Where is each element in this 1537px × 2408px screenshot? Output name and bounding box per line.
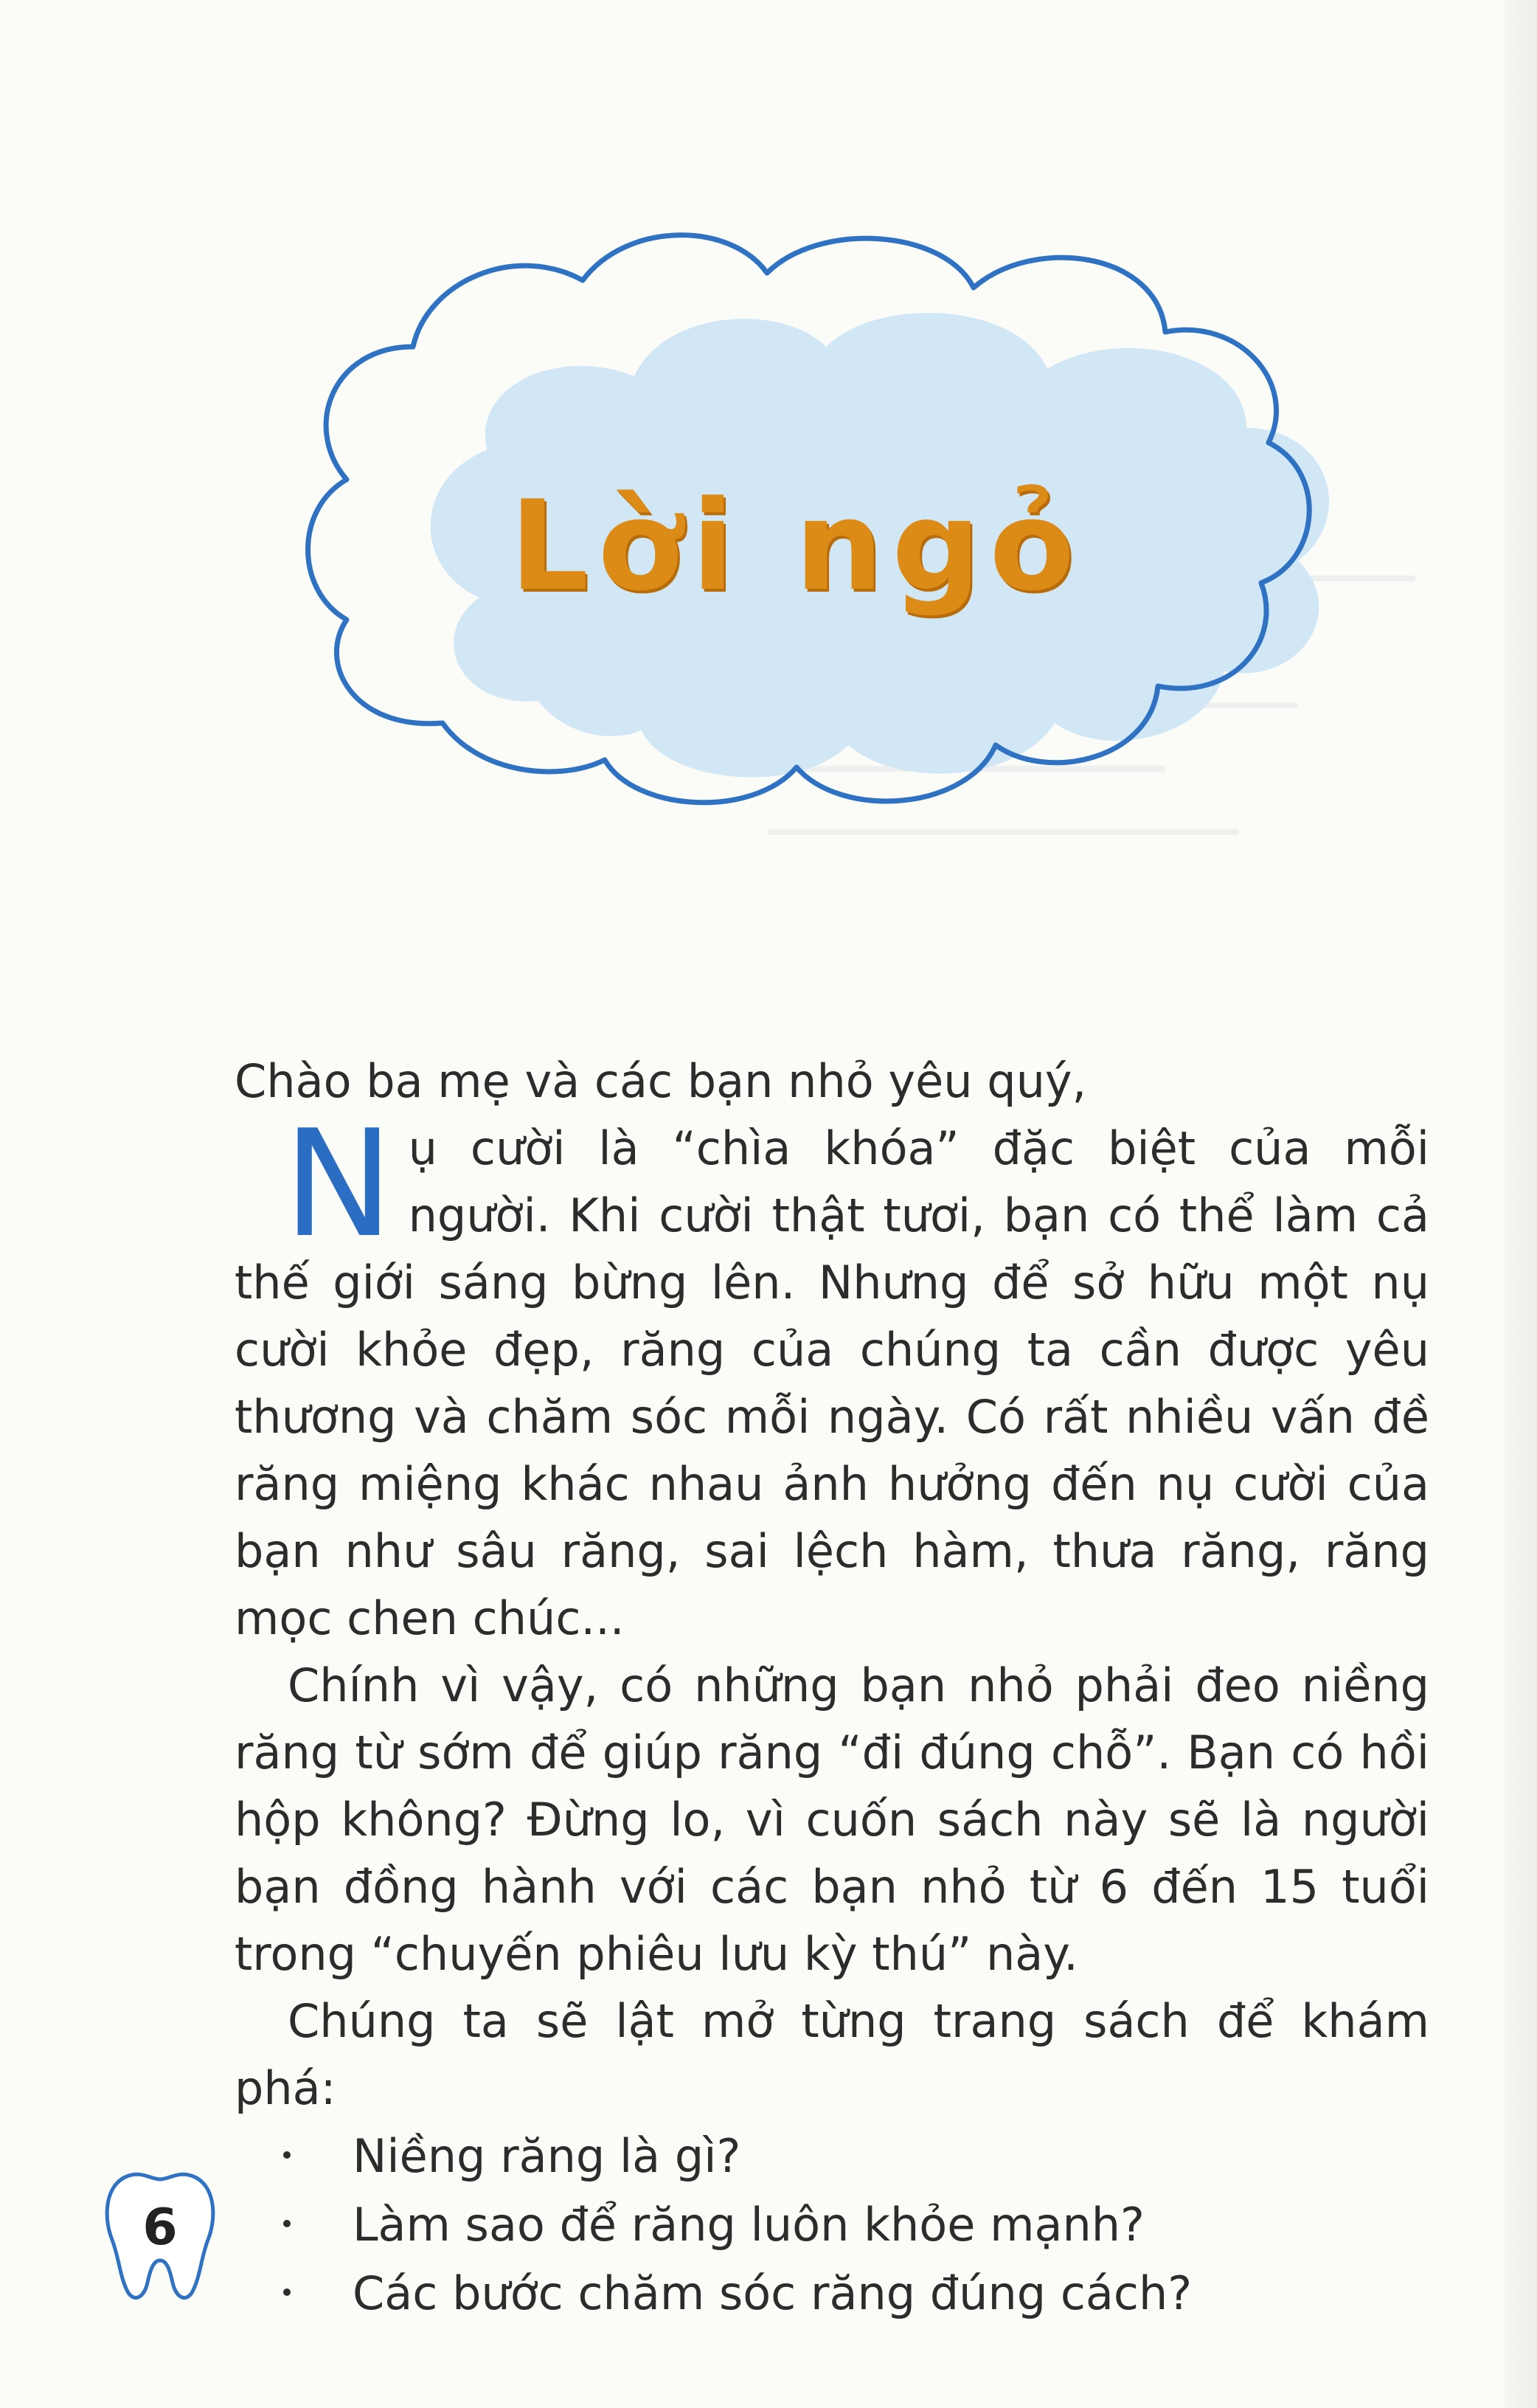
intro-body (235, 1048, 1429, 2328)
drop-cap: N (283, 1099, 394, 1270)
page-title: Lời ngỏ (510, 474, 1083, 618)
bullet-dot (283, 2151, 291, 2159)
list-item: Làm sao để răng luôn khỏe mạnh? (235, 2190, 1429, 2259)
paragraph-2: Chính vì vậy, có những bạn nhỏ phải đeo niềng răng từ sớm để giúp răng “đi đúng chỗ”. Bạn có hồi hộp không? Đừng lo, vì cuốn sách này sẽ là người bạn đồng hành với các bạn nhỏ từ 6 đến 15 tuổi trong “chuyến phiêu lưu kỳ thú” này. (235, 1658, 1429, 1981)
page-number-badge (97, 2166, 223, 2303)
greeting: Chào ba mẹ và các bạn nhỏ yêu quý, (235, 1054, 1087, 1108)
paragraph-1-text: ụ cười là “chìa khóa” đặc biệt của mỗi người. Khi cười thật tươi, bạn có thể làm cả thế giới sáng bừng lên. Nhưng để sở hữu một nụ cười khỏe đẹp, răng của chúng ta cần được yêu thương và chăm sóc mỗi ngày. Có rất nhiều vấn đề răng miệng khác nhau ảnh hưởng đến nụ cười của bạn như sâu răng, sai lệch hàm, thưa răng, răng mọc chen chúc... (235, 1121, 1429, 1645)
bullet-list (235, 2122, 1429, 2328)
bullet-dot (283, 2288, 291, 2296)
page-number: 6 (142, 2198, 178, 2257)
bullet-dot (283, 2220, 291, 2227)
list-item: Niềng răng là gì? (235, 2122, 1429, 2190)
paragraph-1 (235, 1099, 1429, 1652)
list-item: Các bước chăm sóc răng đúng cách? (235, 2259, 1429, 2328)
paragraph-3: Chúng ta sẽ lật mở từng trang sách để khám phá: (235, 1994, 1429, 2115)
